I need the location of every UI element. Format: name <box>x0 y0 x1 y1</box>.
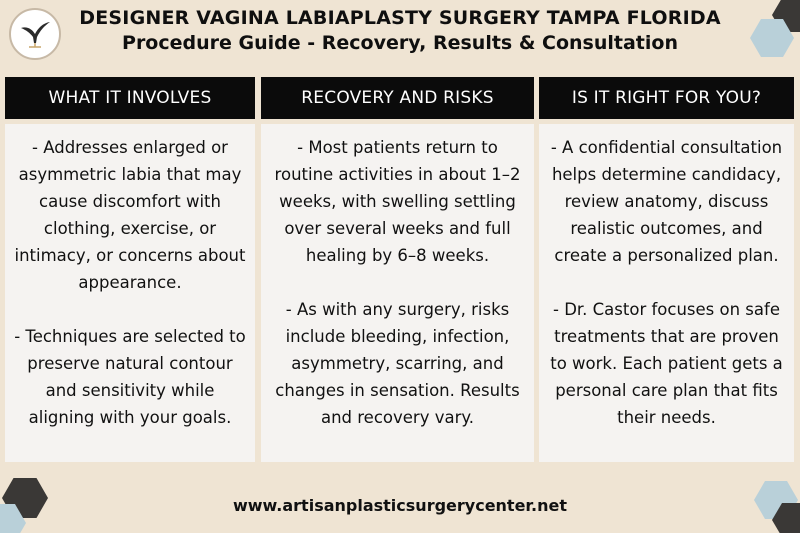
column-1-paragraph-1: - Addresses enlarged or asymmetric labia that may cause discomfort with clothing, exercise, or intimacy, or concerns about appearance. <box>14 138 246 292</box>
title-line-2: Procedure Guide - Recovery, Results & Consultation <box>122 32 678 54</box>
page-title <box>70 6 730 55</box>
column-card-what-it-involves <box>5 124 255 462</box>
column-2-paragraph-1: - Most patients return to routine activities in about 1–2 weeks, with swelling settling over several weeks and full healing by 6–8 weeks. <box>274 138 521 265</box>
column-card-recovery-and-risks <box>261 124 534 462</box>
column-3-paragraph-2: - Dr. Castor focuses on safe treatments that are proven to work. Each patient gets a personal care plan that fits their needs. <box>550 300 783 427</box>
footer-website-url[interactable]: www.artisanplasticsurgerycenter.net <box>232 496 568 515</box>
column-3-paragraph-1: - A confidential consultation helps determine candidacy, review anatomy, discuss realistic outcomes, and create a personalized plan. <box>550 138 783 265</box>
column-2-paragraph-2: - As with any surgery, risks include bleeding, infection, asymmetry, scarring, and changes in sensation. Results and recovery vary. <box>275 300 520 427</box>
title-line-1: DESIGNER VAGINA LABIAPLASTY SURGERY TAMPA FLORIDA <box>79 7 721 29</box>
column-heading-is-it-right-for-you: IS IT RIGHT FOR YOU? <box>539 77 794 119</box>
column-card-is-it-right-for-you <box>539 124 794 462</box>
column-heading-what-it-involves: WHAT IT INVOLVES <box>5 77 255 119</box>
bird-logo-icon <box>17 16 53 52</box>
logo <box>9 8 61 60</box>
column-heading-recovery-and-risks: RECOVERY AND RISKS <box>261 77 534 119</box>
column-1-paragraph-2: - Techniques are selected to preserve natural contour and sensitivity while aligning with your goals. <box>14 327 246 427</box>
